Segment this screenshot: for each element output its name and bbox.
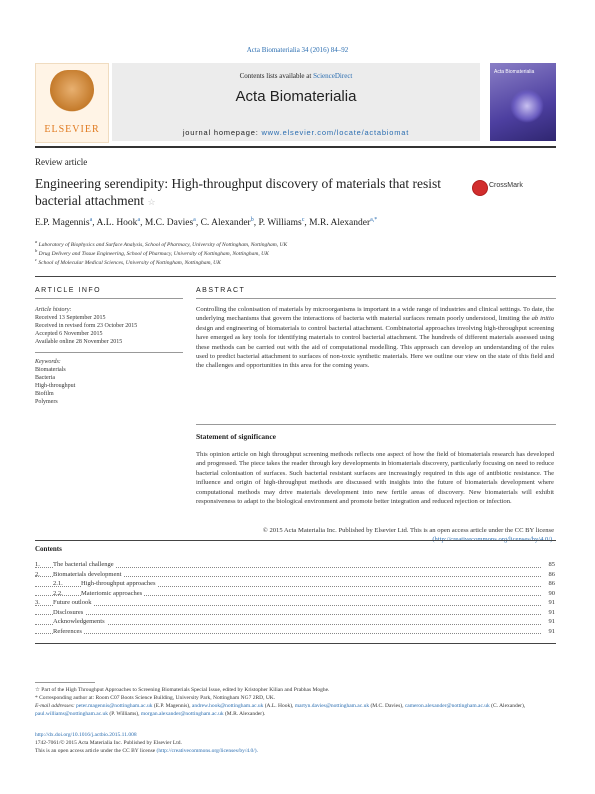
- cover-art-icon: [510, 89, 544, 123]
- journal-title: Acta Biomaterialia: [235, 88, 357, 105]
- abstract-text-part: Controlling the colonisation of materials by microorganisms is important in a wide range of industries and clinical settings. To date, the underlying mechanisms that govern the interactions of bacteria with material surfaces remain poorly understood, limiting the: [196, 306, 554, 323]
- elsevier-logo[interactable]: [35, 63, 109, 143]
- header-rule: [35, 146, 556, 148]
- toc-title[interactable]: High-throughput approaches: [81, 580, 156, 587]
- email-owner: (C. Alexander),: [491, 703, 526, 709]
- significance-top-rule: [196, 424, 556, 425]
- article-info-heading: ARTICLE INFO: [35, 287, 102, 294]
- toc-number: 2.2.: [53, 589, 63, 597]
- keyword[interactable]: High-throughput: [35, 383, 76, 389]
- email-owner: (M.C. Davies),: [370, 703, 404, 709]
- toc-number: 3.: [35, 599, 40, 606]
- affiliation-text: School of Molecular Medical Sciences, University of Nottingham, Nottingham, UK: [38, 259, 221, 266]
- cover-title: Acta Biomaterialia: [494, 69, 535, 75]
- keywords-rule: [35, 352, 183, 353]
- toc-page[interactable]: 85: [548, 561, 555, 568]
- toc-row[interactable]: [35, 618, 555, 628]
- email-owner: (E.P. Magennis),: [153, 703, 191, 709]
- crossmark-button[interactable]: [472, 180, 552, 196]
- crossmark-label: CrossMark: [489, 182, 523, 189]
- toc-row[interactable]: [35, 609, 555, 619]
- history-label: Article history:: [35, 307, 72, 313]
- author-name[interactable]: C. Alexander: [200, 218, 251, 229]
- toc-title[interactable]: References: [53, 627, 82, 635]
- toc-title[interactable]: Future outlook: [53, 599, 92, 606]
- affiliation: [35, 248, 269, 257]
- email-owner: (M.R. Alexander).: [224, 711, 266, 717]
- copyright-text: © 2015 Acta Materialia Inc. Published by Elsevier Ltd. This is an open access article under the CC BY license: [262, 527, 554, 534]
- affiliation-text: Drug Delivery and Tissue Engineering, School of Pharmacy, University of Nottingham, Nottingham, UK: [38, 250, 269, 257]
- history-item: Received 13 September 2015: [35, 315, 106, 321]
- paper-title: [35, 175, 455, 211]
- contents-available-line: [112, 72, 480, 80]
- article-info-rule: [35, 298, 183, 299]
- author-list: E.P. Magennis$^a$, A.L. Hook$^a$, M.C. Davies$^a$, C. Alexander$^b$, P. Williams$^c$, M.R. Alexander$^{a,*}$: [35, 217, 378, 229]
- author-name[interactable]: A.L. Hook: [96, 218, 138, 229]
- author-sup[interactable]: a: [137, 217, 141, 223]
- toc-page[interactable]: 90: [548, 589, 555, 597]
- affiliation-sup: b: [35, 248, 38, 253]
- license-line: [35, 747, 555, 755]
- toc-row[interactable]: [35, 580, 555, 590]
- affiliation-rule: [35, 276, 556, 277]
- author-name[interactable]: E.P. Magennis: [35, 218, 90, 229]
- doi-block: [35, 731, 555, 755]
- toc-row[interactable]: [35, 590, 555, 600]
- email-addresses: [35, 702, 555, 718]
- toc-page[interactable]: 86: [548, 570, 555, 578]
- toc-number: 2.: [35, 570, 40, 578]
- toc-row[interactable]: [35, 628, 555, 638]
- affiliation-sup: c: [35, 257, 38, 262]
- elsevier-wordmark: ELSEVIER: [44, 124, 100, 135]
- toc-title[interactable]: Disclosures: [53, 608, 84, 616]
- author-name[interactable]: P. Williams: [258, 218, 302, 229]
- email-link[interactable]: martyn.davies@nottingham.ac.uk: [294, 703, 370, 709]
- toc-number: 2.1.: [53, 580, 63, 587]
- significance-text: This opinion article on high throughput screening methods reflects one aspect of how the field of biomaterials research has developed and progressed. The piece takes the reader through key developments in biomaterials discovery, particularly focusing on need to reduce bacterial colonisation of surfaces. Such bacterial resistant surfaces are increasingly required in this age of antibiotic resistance. The influence and origin of high-throughput methods are discussed with insights into the future of biomaterials development where computational methods may drive materials development into new fertile areas of discovery. New biomaterials will exhibit responsiveness to adapt to the biological environment and promote better integration and reduced rejection or infection.: [196, 451, 554, 506]
- toc-row[interactable]: [35, 571, 555, 581]
- abstract-text: [196, 305, 554, 371]
- email-owner: (A.L. Hook),: [264, 703, 294, 709]
- affiliation: [35, 257, 221, 266]
- copyright-notice: [196, 526, 554, 545]
- toc-title[interactable]: Acknowledgements: [53, 618, 105, 625]
- toc-page[interactable]: 91: [548, 618, 555, 625]
- elsevier-tree-icon: [50, 70, 94, 118]
- toc-page[interactable]: 91: [548, 627, 555, 635]
- contents-prefix: Contents lists available at: [239, 72, 314, 80]
- toc-leader: [35, 624, 541, 625]
- email-link[interactable]: morgan.alexander@nottingham.ac.uk: [140, 711, 224, 717]
- table-of-contents: [35, 561, 555, 637]
- email-link[interactable]: peter.magennis@nottingham.ac.uk: [76, 703, 153, 709]
- toc-page[interactable]: 91: [548, 608, 555, 616]
- email-link[interactable]: paul.williams@nottingham.ac.uk: [35, 711, 109, 717]
- abstract-text-part: design and engineering of biomaterials to control bacterial attachment. Combinatorial approaches involving high-throughput screening have emerged as key tools for identifying materials to control bacterial attachment. The hundreds of different materials assessed using these methods can be carried out with the aid of computational modelling. This approach can develop an understanding of the rules used to predict bacterial attachment to surfaces of non-toxic synthetic materials. Here we outline our view on the state of this field and the challenges and opportunities in this area for the coming years.: [196, 324, 554, 370]
- author-sup[interactable]: c: [301, 217, 305, 223]
- toc-row[interactable]: [35, 561, 555, 571]
- doi-link[interactable]: http://dx.doi.org/10.1016/j.actbio.2015.11.008: [35, 732, 137, 738]
- toc-leader: [35, 614, 541, 615]
- history-item: Available online 28 November 2015: [35, 339, 123, 345]
- author-sup[interactable]: a: [193, 217, 196, 223]
- paper-title-text: Engineering serendipity: High-throughput discovery of materials that resist bacterial attachment: [35, 176, 442, 208]
- affiliation-text: Laboratory of Biophysics and Surface Analysis, School of Pharmacy, University of Nottingham, Nottingham, UK: [38, 241, 288, 248]
- toc-title[interactable]: The bacterial challenge: [53, 561, 114, 568]
- history-item: Accepted 6 November 2015: [35, 331, 103, 337]
- journal-homepage-line: [112, 128, 480, 137]
- article-type: Review article: [35, 157, 88, 167]
- abstract-rule: [196, 298, 556, 299]
- journal-cover-image[interactable]: [490, 63, 556, 141]
- keywords-block: [35, 358, 185, 406]
- toc-page[interactable]: 86: [548, 580, 555, 587]
- keyword[interactable]: Biofilm: [35, 391, 54, 397]
- affiliation-sup: a: [35, 239, 38, 244]
- corresponding-author-note: * Corresponding author at: Room C07 Boots Science Building, University Park, Nottingham NG7 2RD, UK.: [35, 695, 276, 701]
- star-footnote: ☆ Part of the High Throughput Approaches to Screening Biomaterials Special Issue, edited by Kristopher Kilian and Prabhas Moghe.: [35, 687, 330, 693]
- license-text: This is an open access article under the CC BY license: [35, 748, 157, 754]
- contents-heading: Contents: [35, 545, 62, 553]
- title-footnote-star[interactable]: ☆: [147, 197, 156, 207]
- homepage-prefix: journal homepage:: [182, 128, 262, 137]
- sciencedirect-link[interactable]: ScienceDirect: [313, 72, 353, 80]
- keyword[interactable]: Polymers: [35, 399, 58, 405]
- license-link[interactable]: (http://creativecommons.org/licenses/by/4.0/).: [432, 536, 554, 544]
- author-sup[interactable]: b: [250, 217, 254, 223]
- keyword[interactable]: Biomaterials: [35, 367, 66, 373]
- footnote-rule: [35, 682, 95, 683]
- license-footer-link[interactable]: (http://creativecommons.org/licenses/by/4.0/).: [156, 748, 259, 754]
- footnotes: [35, 686, 555, 718]
- toc-title[interactable]: Materiomic approaches: [81, 589, 143, 597]
- abstract-italic: ab initio: [531, 315, 554, 323]
- email-owner: (P. Williams),: [109, 711, 140, 717]
- issn-line: 1742-7061/© 2015 Acta Materialia Inc. Published by Elsevier Ltd.: [35, 740, 182, 746]
- email-link[interactable]: cameron.alexander@nottingham.ac.uk: [404, 703, 490, 709]
- toc-title[interactable]: Biomaterials development: [53, 570, 122, 578]
- email-label: E-mail addresses:: [35, 703, 75, 709]
- author-name[interactable]: M.R. Alexander: [309, 218, 371, 229]
- contents-top-rule: [35, 540, 556, 541]
- affiliation: [35, 239, 287, 248]
- toc-number: 1.: [35, 561, 40, 568]
- crossmark-icon: [472, 180, 488, 196]
- journal-citation[interactable]: Acta Biomaterialia 34 (2016) 84–92: [246, 46, 349, 54]
- author-name[interactable]: M.C. Davies: [144, 218, 194, 229]
- keyword[interactable]: Bacteria: [35, 375, 55, 381]
- author-sup[interactable]: a: [89, 217, 93, 223]
- keywords-label: Keywords:: [35, 359, 61, 365]
- history-item: Received in revised form 23 October 2015: [35, 323, 138, 329]
- toc-leader: [35, 633, 541, 634]
- toc-leader: [35, 605, 541, 606]
- article-history: [35, 306, 185, 346]
- abstract-heading: ABSTRACT: [196, 287, 246, 294]
- toc-row[interactable]: [35, 599, 555, 609]
- toc-page[interactable]: 91: [548, 599, 555, 606]
- email-link[interactable]: andrew.hook@nottingham.ac.uk: [191, 703, 264, 709]
- significance-heading: Statement of significance: [196, 432, 276, 441]
- author-sup[interactable]: a,*: [370, 217, 378, 223]
- homepage-link[interactable]: www.elsevier.com/locate/actabiomat: [261, 128, 410, 137]
- contents-bottom-rule: [35, 643, 556, 644]
